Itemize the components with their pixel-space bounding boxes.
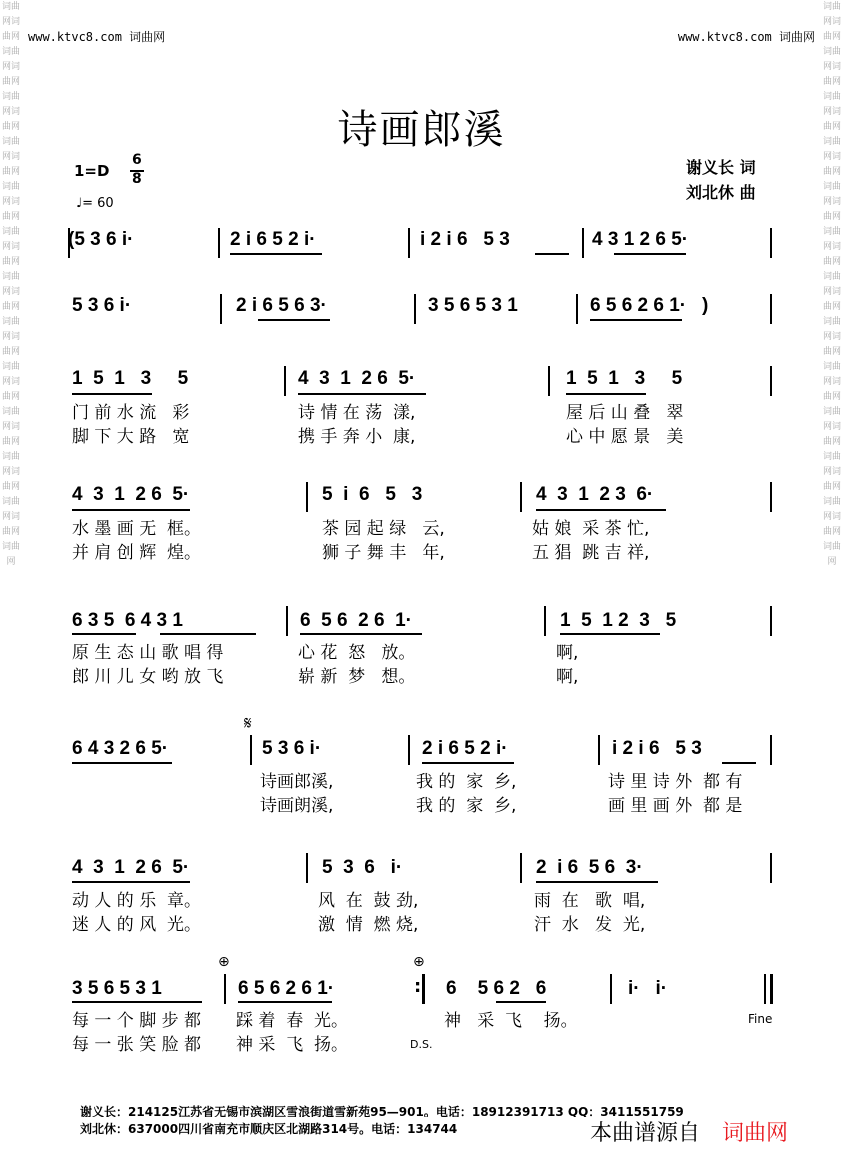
measure: 3 5 6 5 3 1 [428,295,518,316]
time-signature-bottom: 8 [132,171,142,187]
coda-sign: ⊕ [218,954,230,970]
tempo-mark: ♩= 60 [76,196,114,211]
barline [250,735,252,765]
barline [220,294,222,324]
beam [72,633,136,635]
beam [614,253,686,255]
measure: i· i· [628,978,668,999]
beam [72,762,172,764]
measure: 6 5 6 2 6 [446,978,547,999]
measure: 2 i 6 5 2 i· [230,229,316,250]
lyric-line-2: 我 的 家 乡, [416,796,517,816]
lyric-line-2: 诗画朗溪, [260,796,334,816]
barline [770,228,772,258]
measure: 6 5 6 2 6 1· ) [590,295,709,316]
measure: 1 5 1 3 5 [566,368,683,389]
lyric-line-1: 动 人 的 乐 章。 [72,891,202,911]
measure: 1 5 1 3 5 [72,368,189,389]
lyric-line-2: 汗 水 发 光, [534,915,646,935]
beam [72,509,190,511]
lyric-line-1: 踩 着 春 光。 [236,1011,349,1031]
measure: 6 5 6 2 6 1· [300,610,412,631]
measure: 5 3 6 i· [262,738,322,759]
lyric-line-1: 诗画郎溪, [260,772,334,792]
lyric-line-1: 雨 在 歌 唱, [534,891,646,911]
beam [590,319,682,321]
lyric-line-1: 诗 情 在 荡 漾, [298,403,416,423]
lyric-line-1: 茶 园 起 绿 云, [322,519,445,539]
barline [520,853,522,883]
measure: 4 3 1 2 6 5· [72,484,190,505]
barline [598,735,600,765]
measure: 5 i 6 5 3 [322,484,423,505]
beam [230,253,322,255]
measure: 4 3 1 2 3 6· [536,484,654,505]
measure: i 2 i 6 5 3 [420,229,510,250]
ds-mark: D.S. [410,1038,433,1051]
lyric-line-2: 携 手 奔 小 康, [298,427,416,447]
fine-mark: Fine [748,1012,773,1026]
barline [576,294,578,324]
repeat-sign: : [414,976,422,997]
barline [306,482,308,512]
beam [535,253,569,255]
measure: 6 5 6 2 6 1· [238,978,335,999]
barline [770,606,772,636]
lyric-line-2: 心 中 愿 景 美 [566,427,684,447]
lyric-line-2: 激 情 燃 烧, [318,915,419,935]
lyric-line-1: 每 一 个 脚 步 都 [72,1011,202,1031]
lyric-line-1: 心 花 怒 放。 [298,643,416,663]
barline [306,853,308,883]
measure: 2 i 6 5 6 3· [236,295,327,316]
beam [298,393,426,395]
measure: i 2 i 6 5 3 [612,738,702,759]
site-header-left[interactable]: www.ktvc8.com 词曲网 [28,30,166,44]
beam [422,762,514,764]
lyric-line-2: 崭 新 梦 想。 [298,667,416,687]
barline [610,974,612,1004]
lyric-line-1: 神 采 飞 扬。 [444,1011,578,1031]
beam [238,1001,332,1003]
lyric-line-1: 原 生 态 山 歌 唱 得 [72,643,224,663]
beam [722,762,756,764]
barline [408,735,410,765]
footer-contact-lyricist: 谢义长：214125江苏省无锡市滨湖区雪浪街道雪新苑95—901。电话：18912391713 QQ：3411551759 [80,1105,684,1117]
lyric-line-2: 五 猖 跳 吉 祥, [532,543,650,563]
song-title: 诗画郎溪 [337,107,506,153]
barline [422,974,425,1004]
lyric-line-1: 我 的 家 乡, [416,772,517,792]
barline [770,735,772,765]
measure: 4 3 1 2 6 5· [298,368,416,389]
beam [160,633,256,635]
barline [770,294,772,324]
lyric-line-2: 郎 川 儿 女 哟 放 飞 [72,667,224,687]
barline [764,974,766,1004]
lyric-line-2: 脚 下 大 路 宽 [72,427,190,447]
measure: (5 3 6 i· [68,229,134,250]
beam [536,881,658,883]
footer-contact-composer: 刘北休：637000四川省南充市顺庆区北湖路314号。电话：134744 [80,1122,458,1136]
lyric-line-1: 门 前 水 流 彩 [72,403,190,423]
lyric-line-1: 屋 后 山 叠 翠 [566,403,684,423]
lyric-line-1: 姑 娘 采 茶 忙, [532,519,650,539]
barline [770,482,772,512]
beam [566,393,646,395]
coda-sign: ⊕ [413,954,425,970]
measure: 5 3 6 i· [322,857,403,878]
beam [258,319,330,321]
composer-credit: 刘北休 曲 [686,183,756,202]
measure: 4 3 1 2 6 5· [72,857,190,878]
watermark-left: 词曲网词曲网词曲网词曲网词曲网词曲网词曲网词曲网词曲网词曲网词曲网词曲网词曲网词曲网词曲网词曲网词曲网词曲网词曲网词曲网词曲网词曲网词曲网词曲网词曲网 [2,2,21,567]
beam [536,509,666,511]
time-signature-top: 6 [132,152,142,168]
barline [414,294,416,324]
lyric-line-2: 并 肩 创 辉 煌。 [72,543,202,563]
beam [560,633,660,635]
lyric-line-1: 风 在 鼓 劲, [318,891,419,911]
lyric-line-2: 狮 子 舞 丰 年, [322,543,445,563]
beam [496,1001,546,1003]
lyric-line-2: 每 一 张 笑 脸 都 [72,1035,202,1055]
lyric-line-1: 啊, [556,643,579,663]
quarter-note-icon: ♩ [76,196,83,211]
measure: 3 5 6 5 3 1 [72,978,162,999]
beam [72,1001,202,1003]
barline [224,974,226,1004]
lyricist-credit: 谢义长 词 [686,158,756,177]
barline [520,482,522,512]
watermark-right: 词曲网词曲网词曲网词曲网词曲网词曲网词曲网词曲网词曲网词曲网词曲网词曲网词曲网词曲网词曲网词曲网词曲网词曲网词曲网词曲网词曲网词曲网词曲网词曲网词曲网 [823,2,842,567]
barline [408,228,410,258]
lyric-line-2: 神 采 飞 扬。 [236,1035,349,1055]
lyric-line-1: 诗 里 诗 外 都 有 [608,772,743,792]
barline [770,366,772,396]
barline [548,366,550,396]
lyric-line-2: 迷 人 的 风 光。 [72,915,202,935]
measure: 1 5 1 2 3 5 [560,610,677,631]
barline [284,366,286,396]
barline [218,228,220,258]
measure: 2 i 6 5 2 i· [422,738,508,759]
lyric-line-2: 啊, [556,667,579,687]
beam [300,633,422,635]
measure: 6 3 5 6 4 3 1 [72,610,183,631]
measure: 2 i 6 5 6 3· [536,857,643,878]
measure: 5 3 6 i· [72,295,132,316]
source-site-link[interactable]: 词曲网 [722,1121,789,1146]
final-barline [770,974,773,1004]
barline [544,606,546,636]
lyric-line-1: 水 墨 画 无 框。 [72,519,202,539]
site-header-right[interactable]: www.ktvc8.com 词曲网 [677,30,815,44]
measure: 4 3 1 2 6 5· [592,229,689,250]
lyric-line-2: 画 里 画 外 都 是 [608,796,743,816]
source-label: 本曲谱源自 [590,1121,701,1146]
segno-sign: 𝄋 [244,713,252,734]
beam [72,881,190,883]
beam [72,393,152,395]
barline [582,228,584,258]
barline [770,853,772,883]
barline [286,606,288,636]
measure: 6 4 3 2 6 5· [72,738,169,759]
key-signature: 1=D [74,162,110,180]
